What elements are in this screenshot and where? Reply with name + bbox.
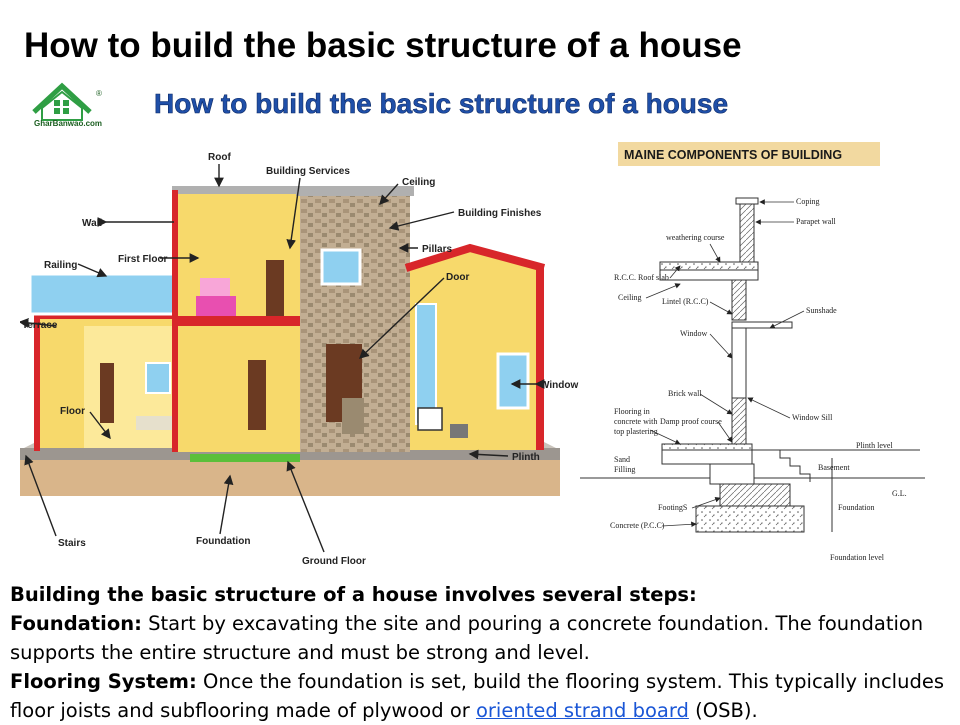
label-window-sill: Window Sill [792,413,833,422]
label-ceiling: Ceiling [402,177,436,188]
label-ceiling-section: Ceiling [618,293,642,302]
label-terrace: Terrace [22,320,58,331]
label-building-finishes: Building Finishes [458,208,542,219]
label-sunshade: Sunshade [806,306,837,315]
flooring-paragraph [10,667,950,725]
label-sand-1: Sand [614,455,630,464]
svg-text:GharBanwao.com: GharBanwao.com [34,119,103,128]
house-illustration [20,186,560,496]
label-flooring-3: top plastering [614,427,658,436]
flooring-label: Flooring System: [10,670,197,693]
label-parapet-wall: Parapet wall [796,217,836,226]
label-floor: Floor [60,406,85,417]
gharbanwao-logo [34,86,102,128]
label-window: Window [540,380,579,391]
banner-title: How to build the basic structure of a house [154,88,729,119]
label-window-section: Window [680,329,708,338]
foundation-text: Start by excavating the site and pouring a concrete foundation. The foundation supports the entire structure and must be strong and level. [10,612,924,664]
label-coping: Coping [796,197,820,206]
label-plinth-level: Plinth level [856,441,893,450]
svg-text:MAINE COMPONENTS OF BUILDING: MAINE COMPONENTS OF BUILDING [624,148,843,162]
section-badge [618,142,880,166]
label-weathering-course: weathering course [666,233,725,242]
label-building-services: Building Services [266,166,350,177]
label-foundation-level: Foundation level [830,553,884,562]
label-rcc-roof-slab: R.C.C. Roof slab [614,273,669,282]
label-wall: Wall [82,218,103,229]
intro-heading: Building the basic structure of a house involves several steps: [10,583,697,606]
label-footings: FootingS [658,503,688,512]
label-ground-floor: Ground Floor [302,556,366,567]
label-first-floor: First Floor [118,254,168,265]
label-basement: Basement [818,463,850,472]
label-brick-wall: Brick wall [668,389,702,398]
foundation-paragraph [10,609,950,667]
label-roof: Roof [208,152,231,163]
label-foundation-section: Foundation [838,503,875,512]
flooring-text: Once the foundation is set, build the flooring system. This typically includes floor joists and subflooring made of plywood or [10,670,944,722]
label-flooring-2: concrete with [614,417,658,426]
osb-link[interactable]: oriented strand board [475,699,689,722]
label-gl: G.L. [892,489,907,498]
label-stairs: Stairs [58,538,86,549]
label-lintel: Lintel (R.C.C) [662,297,709,306]
label-foundation: Foundation [196,536,251,547]
label-flooring-1: Flooring in [614,407,650,416]
wall-section-drawing [580,198,925,532]
foundation-label: Foundation: [10,612,142,635]
svg-text:®: ® [96,89,102,98]
body-text [10,580,950,725]
house-structure-figure [20,78,925,570]
flooring-suffix: (OSB). [695,699,758,722]
page-title: How to build the basic structure of a house [24,26,742,65]
label-concrete-pcc: Concrete (P.C.C) [610,521,665,530]
label-damp-proof-course: Damp proof course [660,417,722,426]
label-pillars: Pillars [422,244,453,255]
label-railing: Railing [44,260,78,271]
label-door: Door [446,272,470,283]
label-plinth: Plinth [512,452,540,463]
label-sand-2: Filling [614,465,636,474]
